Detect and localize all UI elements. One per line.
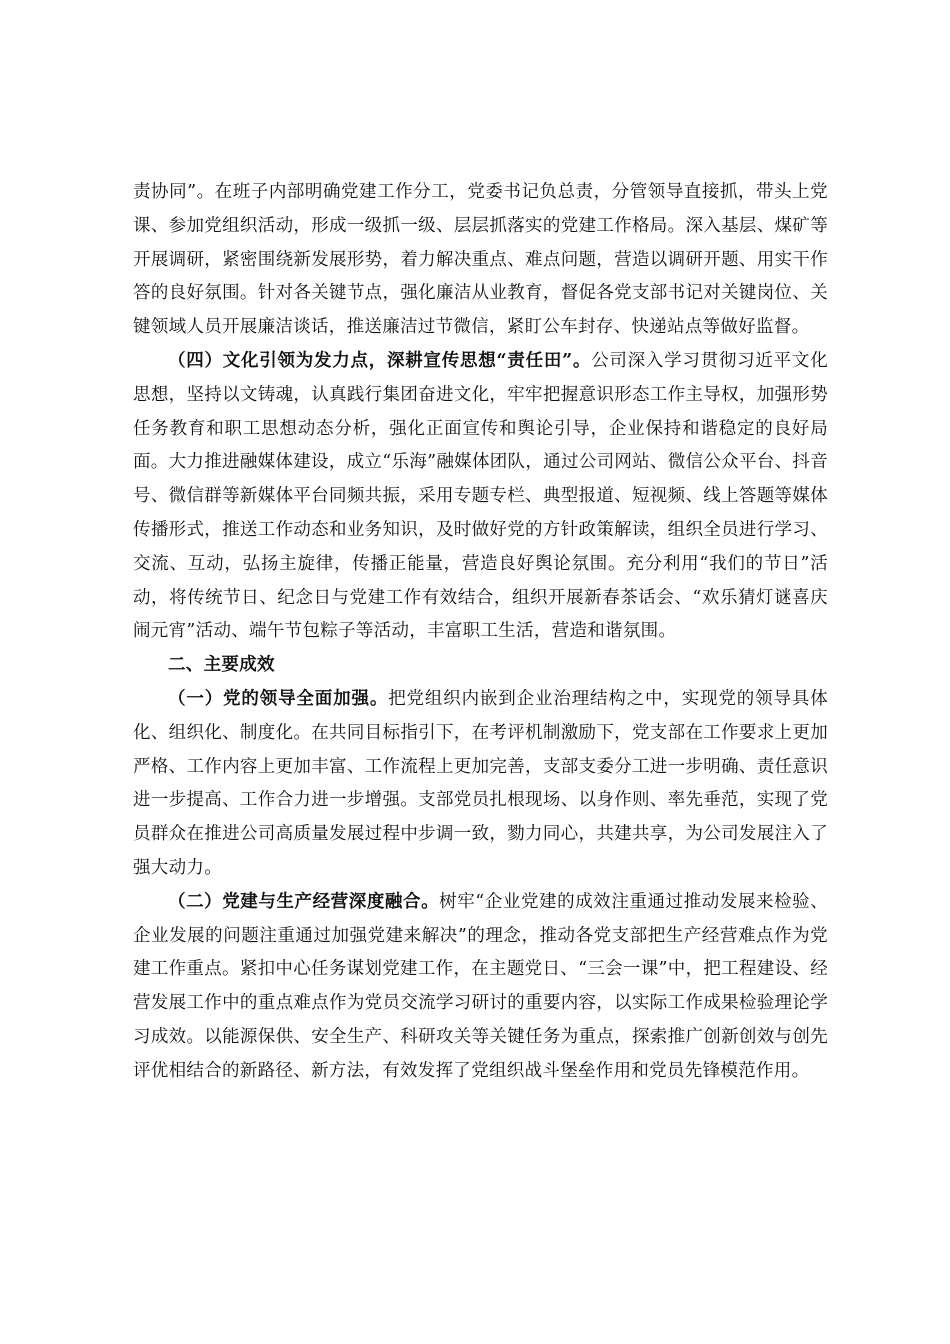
paragraph-text: 责协同”。在班子内部明确党建工作分工，党委书记负总责，分管领导直接抓，带头上党课、参加党组织活动，形成一级抓一级、层层抓落实的党建工作格局。深入基层、煤矿等开展调研，紧密围绕新发展形势，着力解决重点、难点问题，营造以调研开题、用实干作答的良好氛围。针对各关键节点，强化廉洁从业教育，督促各党支部书记对关键岗位、关键领域人员开展廉洁谈话，推送廉洁过节微信，紧盯公车封存、快递站点等做好监督。 — [133, 182, 828, 338]
paragraph-culture-leading — [133, 345, 828, 649]
document-body — [133, 176, 828, 1089]
paragraph-lead: （一）党的领导全面加强。 — [168, 688, 389, 709]
paragraph-text: 把党组织内嵌到企业治理结构之中，实现党的领导具体化、组织化、制度化。在共同目标指引下，在考评机制激励下，党支部在工作要求上更加严格、工作内容上更加丰富、工作流程上更加完善，支部支委分工进一步明确、责任意识进一步提高、工作合力进一步增强。支部党员扎根现场、以身作则、率先垂范，实现了党员群众在推进公司高质量发展过程中步调一致，勠力同心，共建共享，为公司发展注入了强大动力。 — [133, 688, 828, 878]
paragraph-text: 树牢“企业党建的成效注重通过推动发展来检验、企业发展的问题注重通过加强党建来解决”的理念，推动各党支部把生产经营难点作为党建工作重点。紧扣中心任务谋划党建工作，在主题党日、“三会一课”中，把工程建设、经营发展工作中的重点难点作为党员交流学习研讨的重要内容，以实际工作成果检验理论学习成效。以能源保供、安全生产、科研攻关等关键任务为重点，探索推广创新创效与创先评优相结合的新路径、新方法，有效发挥了党组织战斗堡垒作用和党员先锋模范作用。 — [133, 891, 829, 1081]
paragraph-lead: （四）文化引领为发力点，深耕宣传思想“责任田”。 — [168, 350, 592, 371]
section-heading-main-results: 二、主要成效 — [168, 655, 275, 676]
paragraph-party-leadership — [133, 683, 828, 886]
paragraph-continuation — [133, 176, 828, 345]
paragraph-text: 公司深入学习贯彻习近平文化思想，坚持以文铸魂，认真践行集团奋进文化，牢牢把握意识形态工作主导权，加强形势任务教育和职工思想动态分析，强化正面宣传和舆论引导，企业保持和谐稳定的良好局面。大力推进融媒体建设，成立“乐海”融媒体团队，通过公司网站、微信公众平台、抖音号、微信群等新媒体平台同频共振，采用专题专栏、典型报道、短视频、线上答题等媒体传播形式，推送工作动态和业务知识，及时做好党的方针政策解读，组织全员进行学习、交流、互动，弘扬主旋律，传播正能量，营造良好舆论氛围。充分利用“我们的节日”活动，将传统节日、纪念日与党建工作有效结合，组织开展新春茶话会、“欢乐猜灯谜喜庆闹元宵”活动、端午节包粽子等活动，丰富职工生活，营造和谐氛围。 — [133, 350, 828, 642]
paragraph-lead: （二）党建与生产经营深度融合。 — [168, 891, 440, 912]
paragraph-party-production-integration — [133, 886, 828, 1089]
